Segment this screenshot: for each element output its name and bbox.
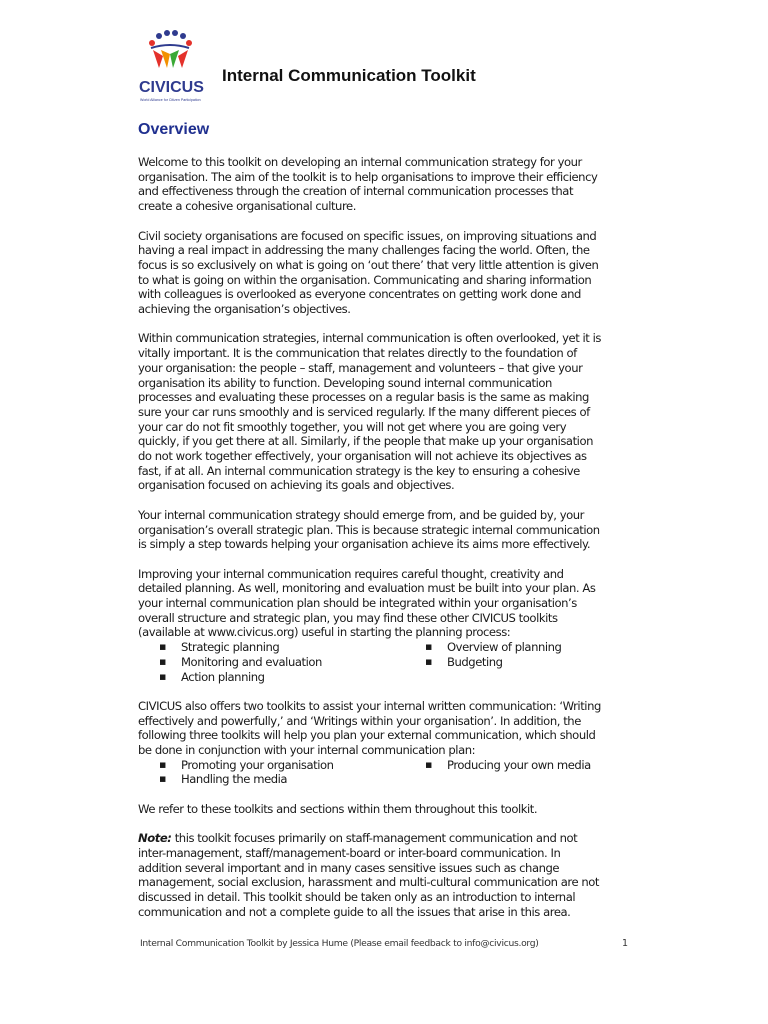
page-footer: Internal Communication Toolkit by Jessica Hume (Please email feedback to info@civicus.org) — [140, 938, 539, 949]
logo-tagline: World Alliance for Citizen Participation — [140, 98, 201, 102]
page-number: 1 — [622, 938, 629, 949]
logo-wordmark: CIVICUS — [139, 79, 204, 96]
list-item: ▪ Monitoring and evaluation — [181, 655, 322, 670]
people-figures-icon — [149, 30, 192, 68]
planning-toolkits-list — [138, 640, 638, 684]
external-toolkits-list — [138, 758, 638, 787]
paragraph-note: Note: this toolkit focuses primarily on staff-management communication and not inter-management, staff/management-board or inter-board communication. In addition several important and in many cases sensitive issues such as change management, social exclusion, harassment and multi-cultural communication are not discussed in detail. This toolkit should be taken only as an introduction to internal communication and not a complete guide to all the issues that arise in this area. — [138, 831, 600, 919]
list-item: ▪ Strategic planning — [181, 640, 279, 655]
list-item: ▪ Overview of planning — [447, 640, 561, 655]
document-body — [138, 155, 638, 934]
list-item: ▪ Action planning — [181, 670, 265, 685]
paragraph-strategic-plan: Your internal communication strategy should emerge from, and be guided by, your organisation’s overall strategic plan. This is because strategic internal communication is simply a step towards helping your organisation achieve its aims more effectively. — [138, 507, 600, 552]
list-item: ▪ Handling the media — [181, 772, 287, 787]
paragraph-improving: Improving your internal communication requires careful thought, creativity and detailed planning. As well, monitoring and evaluation must be built into your plan. As your internal communication plan should be integrated within your organisation’s overall structure and strategic plan, you may find these other CIVICUS toolkits (available at www.civicus.org) useful in starting the planning process: — [138, 566, 596, 640]
list-item: ▪ Budgeting — [447, 655, 503, 670]
paragraph-civil-society: Civil society organisations are focused on specific issues, on improving situations and having a real impact in addressing the many challenges facing the world. Often, the focus is so exclusively on what is going on ‘out there’ that very little attention is given to what is going on within the organisation. Communicating and sharing information with colleagues is overlooked as everyone concentrates on getting work done and achieving the organisation’s objectives. — [138, 228, 599, 317]
list-item: ▪ Producing your own media — [447, 758, 591, 773]
section-heading: Overview — [138, 121, 210, 138]
paragraph-strategies: Within communication strategies, internal communication is often overlooked, yet it is vitally important. It is the communication that relates directly to the foundation of your organisation: the people – staff, management and volunteers – that give your organisation its ability to function. Developing sound internal communication processes and evaluating these processes on a regular basis is the same as making sure your car runs smoothly and is serviced regularly. If the many different pieces of your car do not fit smoothly together, you will not get where you are going very quickly, if you get there at all. Similarly, if the people that make up your organisation do not work together effectively, your organisation will not achieve its objectives as fast, if at all. An internal communication strategy is the key to ensuring a cohesive organisation focused on achieving its goals and objectives. — [138, 331, 601, 493]
paragraph-intro: Welcome to this toolkit on developing an internal communication strategy for your organisation. The aim of the toolkit is to help organisations to improve their efficiency and effectiveness through the creation of internal communication processes that create a cohesive organisational culture. — [138, 155, 598, 214]
paragraph-refer: We refer to these toolkits and sections within them throughout this toolkit. — [138, 801, 538, 816]
document-title: Internal Communication Toolkit — [222, 66, 476, 85]
paragraph-written-communication: CIVICUS also offers two toolkits to assist your internal written communication: ‘Writing effectively and powerfully,’ and ‘Writings within your organisation’. In addition, the following three toolkits will help you plan your external communication, which should be done in conjunction with your internal communication plan: — [138, 698, 601, 757]
list-item: ▪ Promoting your organisation — [181, 758, 334, 773]
note-label: Note: — [138, 831, 172, 846]
